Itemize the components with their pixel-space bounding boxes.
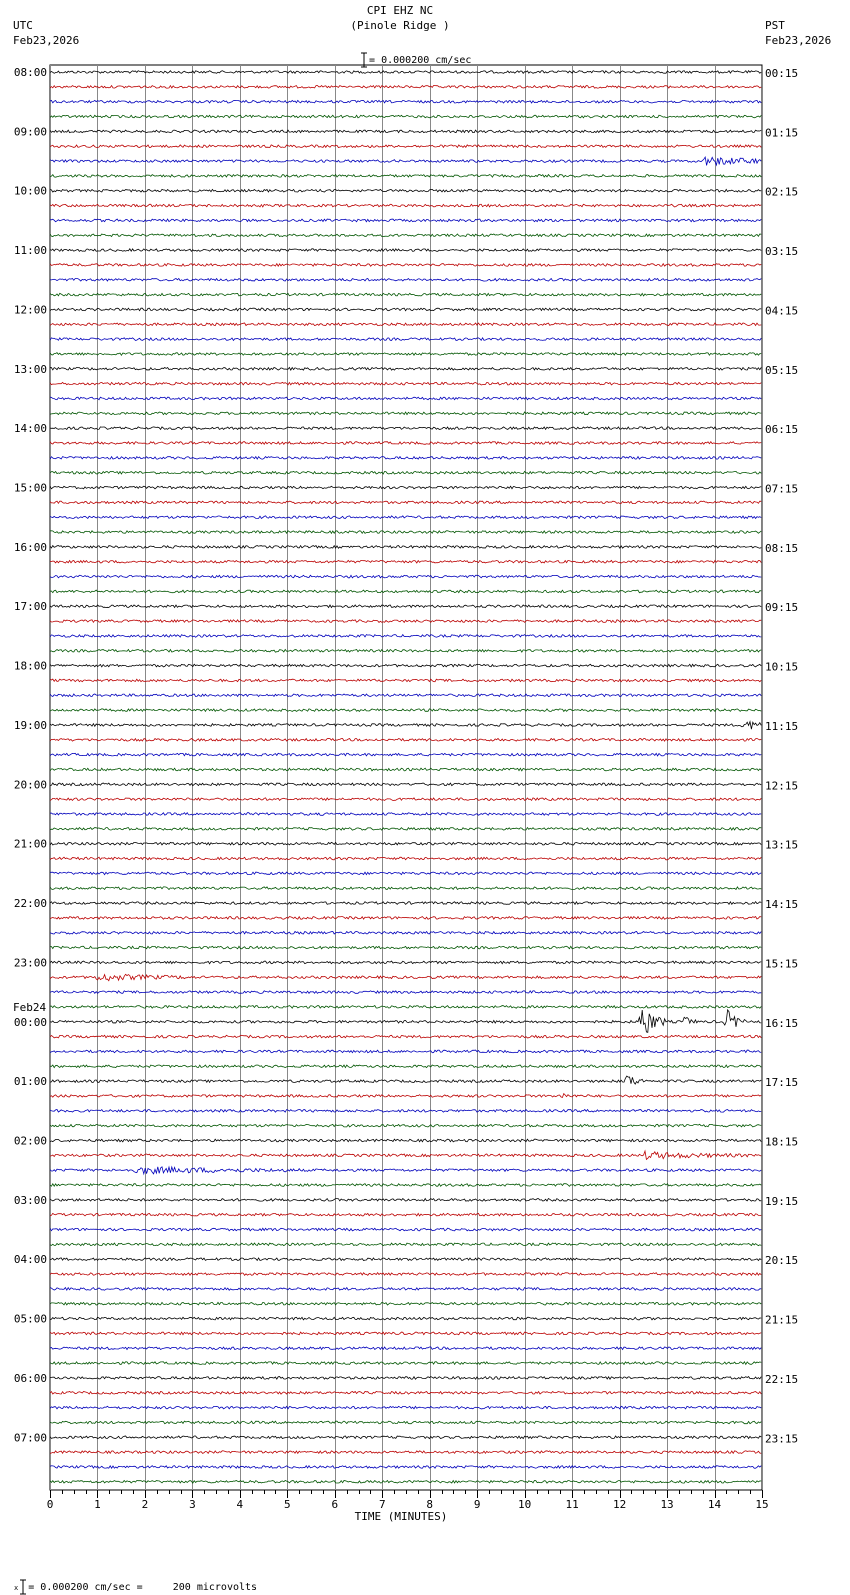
pst-hour-label: 07:15 [765, 482, 799, 496]
trace-49 [50, 798, 761, 801]
utc-hour-label: 14:00 [13, 422, 47, 436]
right-date-label: Feb23,2026 [765, 34, 832, 47]
left-date-label: Feb23,2026 [13, 34, 80, 47]
trace-6 [50, 157, 761, 165]
trace-4 [50, 130, 761, 133]
trace-1 [50, 86, 761, 89]
trace-52 [50, 842, 761, 845]
pst-hour-label: 15:15 [765, 957, 799, 971]
utc-hour-label: 23:00 [13, 956, 47, 970]
trace-56 [50, 902, 761, 905]
trace-45 [50, 739, 761, 742]
pst-hour-label: 01:15 [765, 126, 799, 140]
trace-64 [50, 1010, 761, 1032]
utc-hour-label: 17:00 [13, 600, 47, 614]
pst-hour-label: 05:15 [765, 363, 799, 377]
pst-hour-label: 20:15 [765, 1254, 799, 1268]
trace-26 [50, 457, 761, 460]
trace-32 [50, 546, 761, 549]
trace-95 [50, 1481, 761, 1484]
trace-74 [50, 1167, 761, 1174]
trace-28 [50, 486, 761, 489]
trace-85 [50, 1332, 761, 1335]
pst-hour-label: 08:15 [765, 541, 799, 555]
trace-23 [50, 412, 761, 415]
trace-73 [50, 1151, 761, 1159]
trace-91 [50, 1421, 761, 1424]
x-tick-label-4: 4 [236, 1498, 244, 1511]
trace-12 [50, 249, 761, 252]
pst-hour-label: 06:15 [765, 423, 799, 437]
x-tick-label-15: 15 [755, 1498, 769, 1511]
trace-72 [50, 1139, 761, 1142]
utc-hour-label: 16:00 [13, 540, 47, 554]
pst-hour-label: 00:15 [765, 67, 799, 80]
trace-31 [50, 531, 761, 534]
trace-15 [50, 293, 761, 296]
trace-65 [50, 1035, 761, 1038]
trace-38 [50, 635, 761, 638]
trace-2 [50, 100, 761, 103]
trace-33 [50, 560, 761, 563]
trace-24 [50, 427, 761, 430]
pst-hour-label: 14:15 [765, 898, 799, 912]
utc-hour-label: 00:00 [13, 1015, 47, 1029]
trace-68 [50, 1076, 761, 1084]
trace-78 [50, 1228, 761, 1231]
utc-hour-label: 22:00 [13, 897, 47, 911]
trace-63 [50, 1006, 761, 1009]
utc-hour-label: 18:00 [13, 659, 47, 673]
utc-hour-label: 11:00 [13, 244, 47, 258]
trace-46 [50, 753, 761, 756]
trace-48 [50, 783, 761, 786]
trace-11 [50, 234, 761, 237]
trace-55 [50, 887, 761, 890]
trace-10 [50, 219, 761, 222]
trace-87 [50, 1362, 761, 1365]
utc-hour-label: 09:00 [13, 125, 47, 139]
trace-44 [50, 722, 761, 730]
trace-lines [50, 71, 761, 1483]
x-tick-label-3: 3 [189, 1498, 196, 1511]
x-tick-label-11: 11 [565, 1498, 579, 1511]
trace-20 [50, 368, 761, 371]
trace-0 [50, 71, 761, 74]
trace-51 [50, 828, 761, 831]
utc-hour-label: 02:00 [13, 1134, 47, 1148]
trace-25 [50, 442, 761, 445]
trace-83 [50, 1302, 761, 1305]
pst-hour-label: 18:15 [765, 1135, 799, 1149]
trace-7 [50, 175, 761, 178]
trace-29 [50, 501, 761, 504]
trace-94 [50, 1466, 761, 1469]
trace-9 [50, 204, 761, 207]
trace-39 [50, 650, 761, 653]
utc-hour-label: 07:00 [13, 1431, 47, 1445]
trace-19 [50, 353, 761, 356]
utc-hour-label: 08:00 [13, 66, 47, 79]
trace-17 [50, 323, 761, 326]
trace-14 [50, 279, 761, 282]
utc-hour-label: 03:00 [13, 1193, 47, 1207]
x-tick-label-5: 5 [284, 1498, 291, 1511]
pst-hour-label: 23:15 [765, 1432, 799, 1446]
pst-hour-label: 13:15 [765, 838, 799, 852]
utc-hour-label: 10:00 [13, 184, 47, 198]
trace-93 [50, 1451, 761, 1454]
trace-61 [50, 974, 761, 980]
trace-57 [50, 917, 761, 920]
trace-43 [50, 709, 761, 712]
date-change-label: Feb24 [13, 1000, 47, 1014]
x-tick-label-14: 14 [707, 1498, 722, 1511]
pst-hour-label: 12:15 [765, 779, 799, 793]
trace-53 [50, 857, 761, 860]
footer-scale-text: = 0.000200 cm/sec = 200 microvolts [28, 1582, 258, 1593]
scale-text: = 0.000200 cm/sec [369, 55, 472, 66]
trace-82 [50, 1288, 761, 1291]
trace-50 [50, 813, 761, 816]
trace-59 [50, 946, 761, 949]
trace-70 [50, 1110, 761, 1113]
trace-80 [50, 1258, 761, 1261]
trace-88 [50, 1377, 761, 1380]
utc-hour-label: 13:00 [13, 362, 47, 376]
trace-76 [50, 1199, 761, 1202]
utc-hour-label: 04:00 [13, 1253, 47, 1267]
pst-hour-label: 21:15 [765, 1313, 799, 1327]
utc-hour-label: 06:00 [13, 1371, 47, 1385]
trace-62 [50, 991, 761, 994]
trace-34 [50, 575, 761, 578]
trace-37 [50, 620, 761, 623]
x-tick-label-2: 2 [141, 1498, 149, 1511]
trace-54 [50, 872, 761, 875]
pst-hour-label: 04:15 [765, 304, 799, 318]
trace-3 [50, 115, 761, 118]
trace-8 [50, 189, 761, 192]
x-tick-label-12: 12 [612, 1498, 627, 1511]
trace-79 [50, 1243, 761, 1246]
trace-58 [50, 931, 761, 934]
trace-60 [50, 961, 761, 964]
utc-hour-label: 19:00 [13, 718, 47, 732]
trace-47 [50, 768, 761, 771]
x-tick-label-10: 10 [518, 1498, 532, 1511]
utc-hour-label: 12:00 [13, 303, 47, 317]
time-axis [47, 1490, 769, 1523]
utc-hour-label: 20:00 [13, 778, 47, 792]
pst-hour-label: 09:15 [765, 601, 799, 615]
trace-13 [50, 264, 761, 267]
trace-69 [50, 1094, 761, 1098]
x-tick-label-8: 8 [426, 1498, 434, 1511]
pst-hour-label: 10:15 [765, 660, 799, 674]
trace-71 [50, 1124, 761, 1127]
right-zone-label: PST [765, 19, 785, 32]
x-tick-label-13: 13 [660, 1498, 674, 1511]
trace-41 [50, 679, 761, 682]
pst-hour-label: 17:15 [765, 1076, 799, 1090]
pst-hour-label: 11:15 [765, 719, 799, 733]
trace-66 [50, 1050, 761, 1053]
trace-89 [50, 1392, 761, 1395]
trace-27 [50, 471, 761, 474]
trace-81 [50, 1273, 761, 1276]
trace-21 [50, 382, 761, 385]
x-tick-label-9: 9 [473, 1498, 481, 1511]
trace-36 [50, 605, 761, 608]
trace-67 [50, 1065, 761, 1068]
pst-hour-label: 19:15 [765, 1194, 799, 1208]
trace-77 [50, 1213, 761, 1216]
pst-hour-label: 03:15 [765, 245, 799, 259]
trace-30 [50, 516, 761, 519]
trace-92 [50, 1436, 761, 1439]
left-zone-label: UTC [13, 19, 33, 32]
pst-hour-label: 22:15 [765, 1372, 799, 1386]
trace-16 [50, 308, 761, 311]
utc-hour-label: 15:00 [13, 481, 47, 495]
trace-5 [50, 145, 761, 148]
x-tick-label-1: 1 [94, 1498, 101, 1511]
trace-40 [50, 664, 761, 667]
trace-86 [50, 1347, 761, 1350]
x-tick-label-6: 6 [331, 1498, 339, 1511]
trace-22 [50, 397, 761, 400]
utc-hour-label: 05:00 [13, 1312, 47, 1326]
trace-75 [50, 1184, 761, 1187]
trace-42 [50, 694, 761, 697]
station-location: (Pinole Ridge ) [350, 19, 450, 32]
station-title: CPI EHZ NC [366, 4, 434, 17]
utc-hour-label: 21:00 [13, 837, 47, 851]
x-axis-label: TIME (MINUTES) [354, 1510, 448, 1523]
trace-18 [50, 338, 761, 341]
trace-35 [50, 590, 761, 593]
trace-90 [50, 1406, 761, 1409]
x-tick-label-0: 0 [46, 1498, 54, 1511]
footer-scale-prefix: x [14, 1584, 19, 1592]
utc-hour-label: 01:00 [13, 1075, 47, 1089]
pst-hour-label: 02:15 [765, 185, 799, 199]
x-tick-label-7: 7 [378, 1498, 386, 1511]
pst-hour-label: 16:15 [765, 1016, 799, 1030]
trace-84 [50, 1317, 761, 1320]
